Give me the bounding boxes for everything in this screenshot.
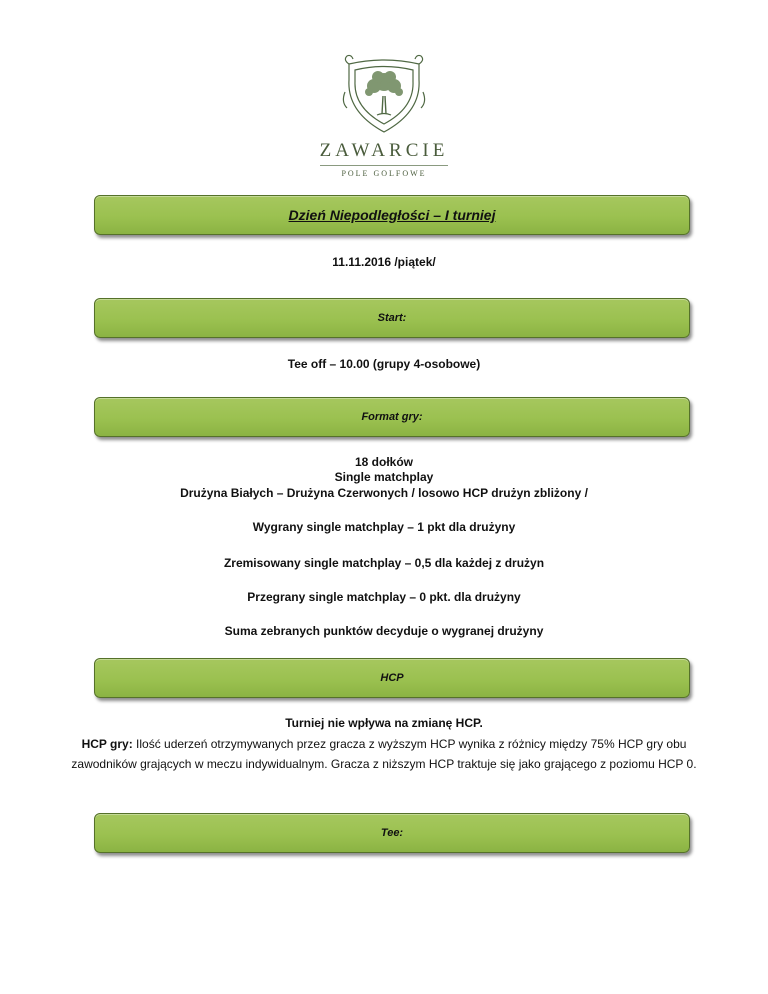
logo-subtitle: POLE GOLFOWE bbox=[341, 169, 427, 178]
tee-band bbox=[94, 813, 690, 853]
hcp-label: HCP gry: bbox=[81, 737, 133, 751]
title-text: Dzień Niepodległości – I turniej bbox=[288, 207, 496, 223]
hcp-note: Turniej nie wpływa na zmianę HCP. bbox=[285, 716, 483, 730]
format-sum-rule: Suma zebranych punktów decyduje o wygranej drużyny bbox=[224, 624, 544, 638]
start-band bbox=[94, 298, 690, 338]
event-date: 11.11.2016 /piątek/ bbox=[332, 255, 436, 269]
format-type: Single matchplay bbox=[334, 470, 434, 484]
tee-off-time: Tee off – 10.00 (grupy 4-osobowe) bbox=[287, 357, 481, 371]
format-holes: 18 dołków bbox=[354, 455, 413, 469]
tree-crest-icon bbox=[339, 52, 429, 138]
format-loss-rule: Przegrany single matchplay – 0 pkt. dla drużyny bbox=[247, 590, 521, 604]
start-band-label: Start: bbox=[377, 312, 407, 324]
logo-divider bbox=[320, 165, 448, 166]
hcp-band bbox=[94, 658, 690, 698]
format-teams: Drużyna Białych – Drużyna Czerwonych / losowo HCP drużyn zbliżony / bbox=[180, 486, 588, 500]
logo-name: ZAWARCIE bbox=[319, 140, 449, 161]
logo bbox=[0, 52, 768, 178]
tee-band-label: Tee: bbox=[380, 827, 404, 839]
format-band-label: Format gry: bbox=[361, 411, 423, 423]
hcp-band-label: HCP bbox=[380, 672, 404, 684]
format-draw-rule: Zremisowany single matchplay – 0,5 dla każdej z drużyn bbox=[223, 556, 545, 570]
hcp-text: Ilość uderzeń otrzymywanych przez gracza z wyższym HCP wynika z różnicy między 75% HCP gry obu zawodników grających w meczu indywidualnym. Gracza z niższym HCP traktuje się jako grającego z poziomu HCP 0. bbox=[71, 737, 697, 771]
format-band bbox=[94, 397, 690, 437]
hcp-paragraph bbox=[60, 734, 708, 774]
title-band bbox=[94, 195, 690, 235]
format-win-rule: Wygrany single matchplay – 1 pkt dla drużyny bbox=[252, 520, 516, 534]
